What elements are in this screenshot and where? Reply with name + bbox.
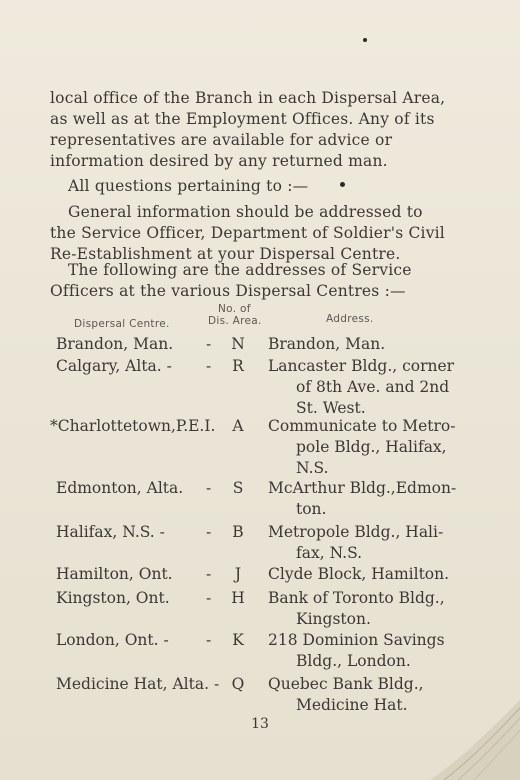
address-line: Quebec Bank Bldg., xyxy=(268,675,424,693)
centre-name: Halifax, N.S. - xyxy=(56,523,165,541)
questions-line: All questions pertaining to :— xyxy=(68,177,309,195)
address-line: McArthur Bldg.,Edmon- xyxy=(268,479,457,497)
centre-name: Medicine Hat, Alta. - xyxy=(56,675,220,693)
centre-name: *Charlottetown,P.E.I. xyxy=(50,417,216,435)
address-line: Medicine Hat. xyxy=(296,696,408,714)
address-cell xyxy=(268,564,458,585)
address-cell xyxy=(268,630,458,672)
centre-name: Kingston, Ont. xyxy=(56,589,170,607)
ink-speck xyxy=(363,38,367,42)
address-line: of 8th Ave. and 2nd xyxy=(296,378,450,396)
address-line: Brandon, Man. xyxy=(268,335,386,353)
address-cell xyxy=(268,334,458,355)
row-dash: - xyxy=(206,589,212,607)
header-area-line1: No. of xyxy=(218,303,251,315)
row-dash: - xyxy=(206,523,212,541)
area-code: J xyxy=(234,565,242,583)
address-line: fax, N.S. xyxy=(296,544,363,562)
area-code: H xyxy=(231,589,245,607)
centre-name: Edmonton, Alta. xyxy=(56,479,184,497)
area-code: Q xyxy=(231,675,245,693)
address-line: 218 Dominion Savings xyxy=(268,631,445,649)
area-code: S xyxy=(232,479,244,497)
header-dispersal-centre: Dispersal Centre. xyxy=(74,318,170,330)
general-info-paragraph: General information should be addressed to the Service Officer, Department of Soldier's Civil Re-Establishment at your Dispersal Centre. xyxy=(50,203,445,263)
address-line: Metropole Bldg., Hali- xyxy=(268,523,444,541)
address-line: Kingston. xyxy=(296,610,371,628)
header-area-line2: Dis. Area. xyxy=(208,315,262,327)
address-line: Lancaster Bldg., corner xyxy=(268,357,455,375)
centre-name: Brandon, Man. xyxy=(56,335,174,353)
address-cell xyxy=(268,588,458,630)
area-code: N xyxy=(231,335,245,353)
area-code: K xyxy=(232,631,244,649)
row-dash: - xyxy=(206,631,212,649)
address-line: N.S. xyxy=(296,459,329,477)
address-cell xyxy=(268,522,458,564)
addresses-intro-paragraph: The following are the addresses of Service Officers at the various Dispersal Centres :— xyxy=(50,261,412,300)
address-line: Clyde Block, Hamilton. xyxy=(268,565,450,583)
address-line: ton. xyxy=(296,500,327,518)
ink-speck xyxy=(340,182,345,187)
address-line: Bldg., London. xyxy=(296,652,411,670)
address-line: Bank of Toronto Bldg., xyxy=(268,589,445,607)
row-dash: - xyxy=(206,479,212,497)
page-number: 13 xyxy=(251,716,269,732)
intro-paragraph: local office of the Branch in each Dispersal Area, as well as at the Employment Offices. Any of its representatives are available for advice or information desired by any returned man. xyxy=(50,89,446,170)
centre-name: London, Ont. - xyxy=(56,631,169,649)
address-line: St. West. xyxy=(296,399,366,417)
address-cell xyxy=(268,416,458,479)
area-code: A xyxy=(232,417,244,435)
address-line: pole Bldg., Halifax, xyxy=(296,438,447,456)
centre-name: Hamilton, Ont. xyxy=(56,565,173,583)
address-cell xyxy=(268,356,458,419)
row-dash: - xyxy=(206,565,212,583)
page-curl-corner xyxy=(410,690,520,780)
header-address: Address. xyxy=(326,313,374,325)
address-cell xyxy=(268,478,458,520)
row-dash: - xyxy=(206,335,212,353)
area-code: R xyxy=(232,357,244,375)
centre-name: Calgary, Alta. - xyxy=(56,357,172,375)
area-code: B xyxy=(232,523,244,541)
row-dash: - xyxy=(206,357,212,375)
address-line: Communicate to Metro- xyxy=(268,417,456,435)
